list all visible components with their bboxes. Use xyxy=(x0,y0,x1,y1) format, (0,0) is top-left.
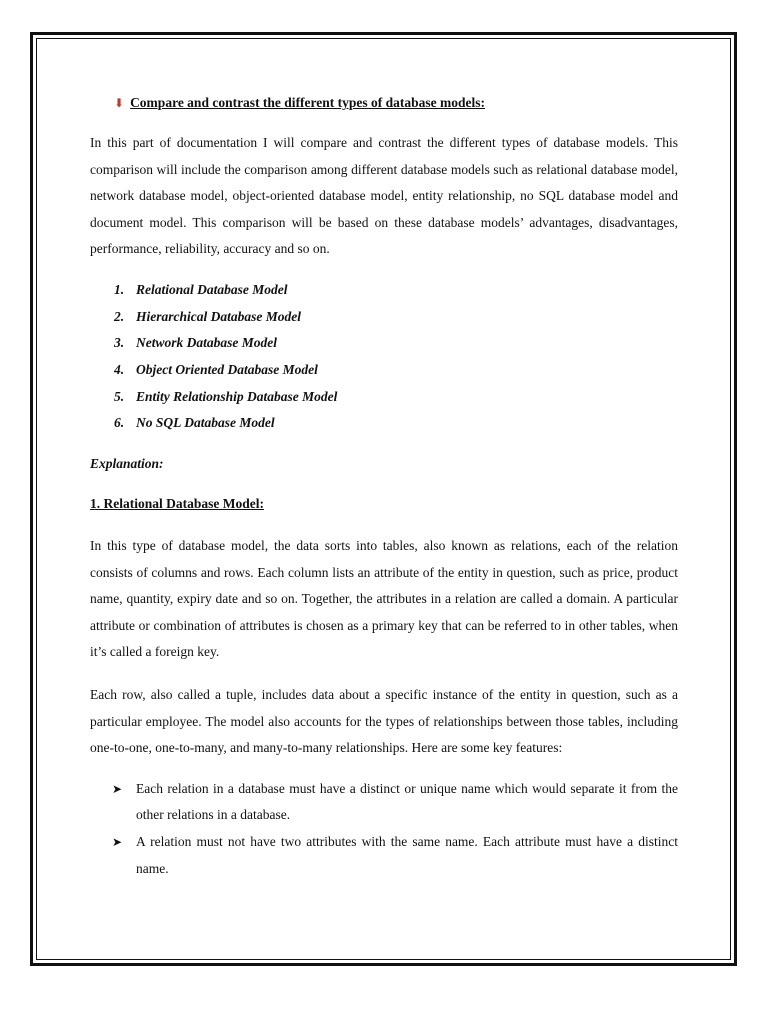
model-number: 1. xyxy=(114,281,125,297)
feature-text: Each relation in a database must have a distinct or unique name which would separate it from the other relations in a database. xyxy=(136,780,678,823)
key-features-list xyxy=(90,776,678,882)
model-number: 5. xyxy=(114,388,125,404)
models-list xyxy=(90,277,678,437)
arrow-bullet-icon: ➤ xyxy=(112,835,123,850)
arrow-bullet-icon: ⬇ xyxy=(114,96,125,110)
relational-paragraph-2: Each row, also called a tuple, includes data about a specific instance of the entity in question, such as a particular employee. The model also accounts for the types of relationships between those tables, including one-to-one, one-to-many, and many-to-many relationships. Here are some key features: xyxy=(90,687,678,756)
model-number: 3. xyxy=(114,335,125,351)
model-item xyxy=(114,410,678,437)
model-item xyxy=(114,330,678,357)
model-number: 6. xyxy=(114,415,125,431)
model-label: Network Database Model xyxy=(136,335,277,351)
model-number: 4. xyxy=(114,362,125,378)
model-label: Relational Database Model xyxy=(136,281,288,297)
model-item xyxy=(114,384,678,411)
explanation-label: Explanation: xyxy=(90,456,164,472)
relational-paragraph-1: In this type of database model, the data sorts into tables, also known as relations, each of the relation consists of columns and rows. Each column lists an attribute of the entity in question, such as price, product name, quantity, expiry date and so on. Together, the attributes in a relation are called a domain. A particular attribute or combination of attributes is chosen as a primary key that can be referred to in other tables, when it’s called a foreign key. xyxy=(90,538,678,660)
feature-item xyxy=(90,829,678,882)
feature-item xyxy=(90,776,678,829)
feature-text: A relation must not have two attributes with the same name. Each attribute must have a distinct name. xyxy=(136,834,678,876)
section-heading-text: Compare and contrast the different types of database models: xyxy=(130,95,486,110)
model-item xyxy=(114,357,678,384)
section-heading xyxy=(114,90,678,116)
model-item xyxy=(114,277,678,304)
relational-model-heading: 1. Relational Database Model: xyxy=(90,496,264,512)
model-label: Hierarchical Database Model xyxy=(136,308,301,324)
intro-paragraph: In this part of documentation I will compare and contrast the different types of database models. This comparison will include the comparison among different database models such as relational database model, network database model, object-oriented database model, entity relationship, no SQL database model and document model. This comparison will be based on these database models’ advantages, disadvantages, performance, reliability, accuracy and so on. xyxy=(90,135,678,257)
model-item xyxy=(114,304,678,331)
model-label: Entity Relationship Database Model xyxy=(136,388,338,404)
model-label: Object Oriented Database Model xyxy=(136,362,318,378)
page-content xyxy=(90,90,678,882)
model-label: No SQL Database Model xyxy=(136,415,275,431)
model-number: 2. xyxy=(114,308,125,324)
arrow-bullet-icon: ➤ xyxy=(112,781,123,796)
